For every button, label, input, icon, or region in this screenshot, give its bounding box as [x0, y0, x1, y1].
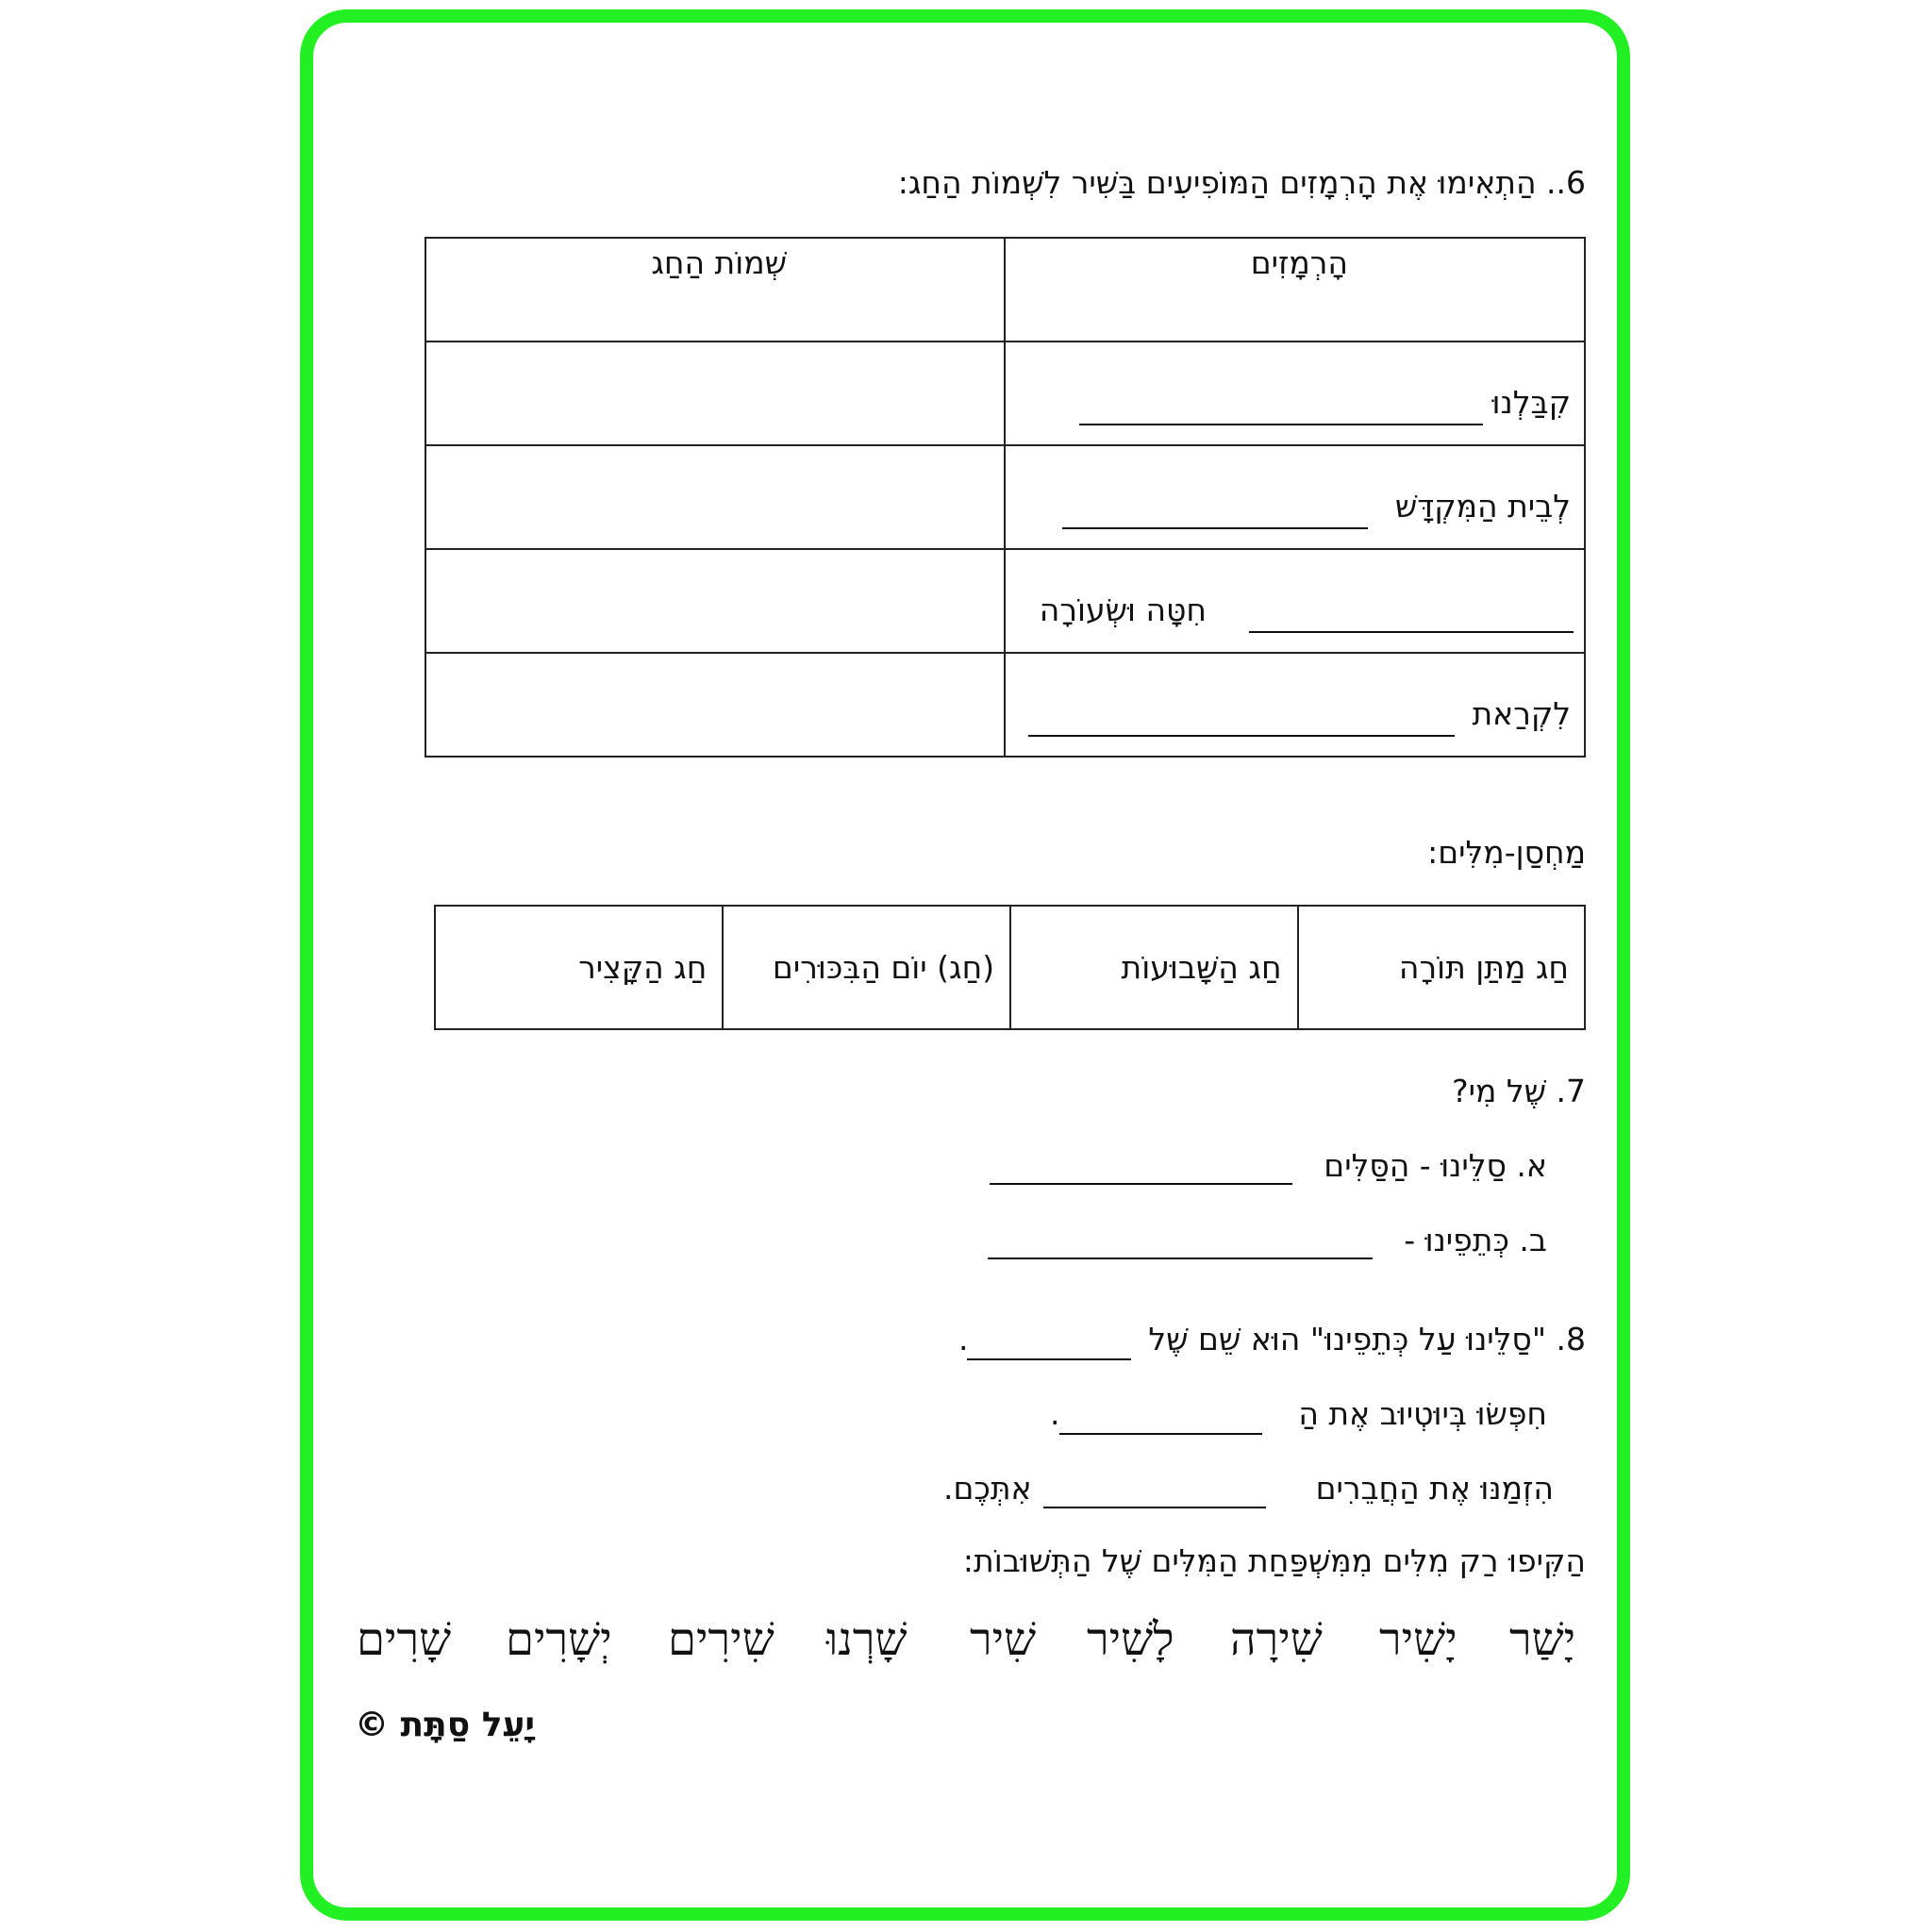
q8-line2-period: . [1050, 1395, 1060, 1432]
word-family-item[interactable]: יְשָׁרִים [506, 1613, 612, 1666]
q8-line1: 8. "סַלֵּינוּ עַל כְּתֵפֵינוּ" הוּא שֵׁם שֶׁל [1148, 1321, 1586, 1357]
answer-line[interactable] [1079, 424, 1483, 425]
q6-table [425, 237, 1586, 758]
q8-line1-period: . [958, 1321, 969, 1357]
q8-line1-answer-line[interactable] [967, 1358, 1131, 1360]
q6-header-hints: הָרְמָזִים [1005, 238, 1585, 341]
q6-hint-cell-3: חִטָּה וּשְׂעוֹרָה [1005, 549, 1585, 653]
q7-b-answer-line[interactable] [988, 1257, 1373, 1259]
word-family-item[interactable]: יָשִׁיר [1379, 1613, 1457, 1666]
word-family-item[interactable]: שָׁרִים [357, 1613, 452, 1666]
q6-header-names: שְׁמוֹת הַחַג [425, 238, 1005, 341]
word-bank-item: חַג מַתַּן תּוֹרָה [1298, 906, 1585, 1029]
q6-hint-cell-4: לִקְרַאת [1005, 653, 1585, 757]
word-family-item[interactable]: שִׁירִים [668, 1613, 774, 1666]
q6-answer-cell-4[interactable] [425, 653, 1005, 757]
word-bank-table [434, 905, 1586, 1030]
q7-a-label: א. סַלֵּינוּ - הַסַּלִּים [1324, 1147, 1547, 1184]
q6-answer-cell-1[interactable] [425, 341, 1005, 445]
q8-line3-end: אִתְּכֶם. [943, 1470, 1032, 1507]
q6-hint-cell-1: קִבַּלְנוּ [1005, 341, 1585, 445]
q6-answer-cell-3[interactable] [425, 549, 1005, 653]
q8-line3-answer-line[interactable] [1043, 1507, 1266, 1508]
answer-line[interactable] [1249, 631, 1574, 633]
word-family-item[interactable]: לָשִׁיר [1087, 1613, 1174, 1666]
answer-line[interactable] [1062, 527, 1368, 529]
q8-line2: חִפְּשׂוּ בְּיוּטְיוּב אֶת הַ [1298, 1395, 1547, 1432]
word-bank-title: מַחְסַן-מִלִּים: [1427, 834, 1586, 871]
q7-title: 7. שֶׁל מִי? [1452, 1073, 1586, 1109]
word-bank-item: (חַג) יוֹם הַבִּכּוּרִים [723, 906, 1010, 1029]
word-family-item[interactable]: שָׁרְנוּ [826, 1613, 908, 1666]
q6-hint-cell-2: לְבֵית הַמִּקְדָּשׁ [1005, 445, 1585, 549]
word-family-item[interactable]: יָשַׁר [1509, 1613, 1576, 1666]
q8-line2-answer-line[interactable] [1059, 1433, 1262, 1435]
q6-prompt: 6.. הַתְאִימוּ אֶת הָרְמָזִים הַמּוֹפִיעִים בַּשִּׁיר לִשְׁמוֹת הַחַג: [897, 164, 1586, 201]
word-family-row [0, 1613, 1932, 1679]
author-credit: יָעֵל סַתָּת © [355, 1706, 536, 1744]
q7-a-answer-line[interactable] [990, 1183, 1292, 1185]
word-family-item[interactable]: שִׁיר [970, 1613, 1037, 1666]
q6-answer-cell-2[interactable] [425, 445, 1005, 549]
q8-line3: הִזְמַנּוּ אֶת הַחֲבֵרִים [1315, 1470, 1554, 1507]
q7-b-label: ב. כְּתֵפֵינוּ - [1404, 1222, 1547, 1258]
answer-line[interactable] [1028, 735, 1455, 737]
word-bank-item: חַג הַקָּצִיר [435, 906, 723, 1029]
word-family-item[interactable]: שִׁירָה [1230, 1613, 1323, 1666]
q8-instruction: הַקִּיפוּ רַק מִלִּים מִמִּשְׁפַּחַת הַמִּלִּים שֶׁל הַתְּשׁוּבוֹת: [962, 1542, 1586, 1579]
word-bank-item: חַג הַשָּׁבוּעוֹת [1010, 906, 1297, 1029]
